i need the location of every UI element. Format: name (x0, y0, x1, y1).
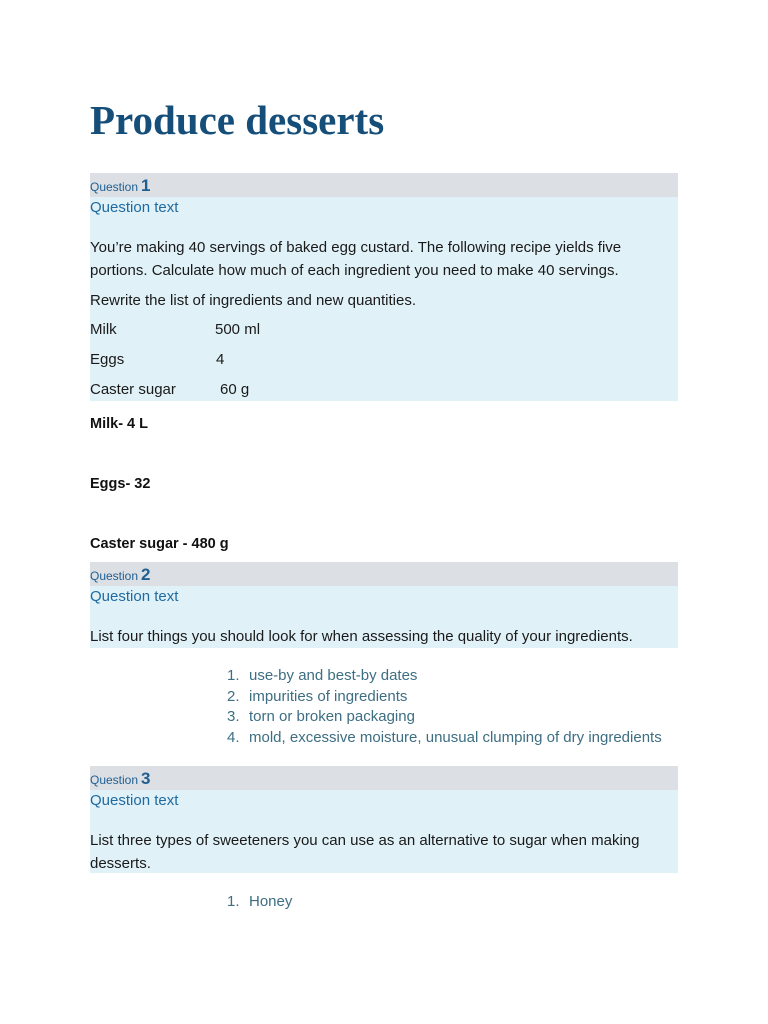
answer-line: Eggs- 32 (90, 476, 151, 492)
list-item-text: Honey (249, 893, 293, 910)
ingredient-quantity: 60 g (220, 381, 250, 398)
list-item-text: mold, excessive moisture, unusual clumping of dry ingredients (249, 728, 662, 746)
question-1-body (90, 197, 678, 401)
answer-line: Caster sugar - 480 g (90, 536, 229, 552)
ingredient-quantity: 4 (216, 351, 225, 368)
list-item (227, 707, 662, 728)
list-item (227, 687, 662, 708)
question-number: 1 (141, 176, 151, 195)
question-3-header (90, 766, 678, 790)
ingredient-quantity: 500 ml (215, 321, 261, 338)
question-text-label: Question text (90, 199, 179, 216)
question-1-header (90, 173, 678, 197)
question-label: Question (90, 180, 139, 194)
question-text-label: Question text (90, 588, 179, 605)
list-item (227, 892, 292, 913)
list-item-text: use-by and best-by dates (249, 667, 418, 684)
list-item-text: torn or broken packaging (249, 708, 415, 725)
list-item (227, 666, 662, 687)
question-2-header (90, 562, 678, 586)
question-prompt: List four things you should look for when assessing the quality of your ingredients. (90, 628, 633, 645)
answer-line: Milk- 4 L (90, 416, 149, 432)
question-number: 3 (141, 769, 151, 788)
question-text-label: Question text (90, 792, 179, 809)
ingredient-name: Eggs (90, 351, 125, 368)
answer-list (227, 892, 292, 913)
ingredient-name: Milk (90, 321, 117, 338)
question-3-body (90, 790, 678, 873)
ingredient-name: Caster sugar (90, 381, 176, 398)
question-prompt: You’re making 40 servings of baked egg custard. The following recipe yields five portions. Calculate how much of each ingredient you need to make 40 servings. (90, 239, 622, 279)
list-number: 4. (227, 728, 240, 746)
question-label: Question (90, 773, 139, 787)
list-number: 3. (227, 708, 240, 725)
question-2-body (90, 586, 678, 648)
question-prompt: List three types of sweeteners you can use as an alternative to sugar when making desserts. (90, 832, 640, 872)
question-instruction: Rewrite the list of ingredients and new quantities. (90, 292, 417, 309)
page-title: Produce desserts (90, 97, 385, 143)
answer-list (227, 666, 662, 748)
list-number: 1. (227, 893, 240, 910)
list-number: 2. (227, 687, 240, 705)
question-label: Question (90, 569, 139, 583)
list-number: 1. (227, 667, 240, 684)
question-number: 2 (141, 565, 151, 584)
list-item-text: impurities of ingredients (249, 687, 408, 705)
list-item (227, 728, 662, 749)
